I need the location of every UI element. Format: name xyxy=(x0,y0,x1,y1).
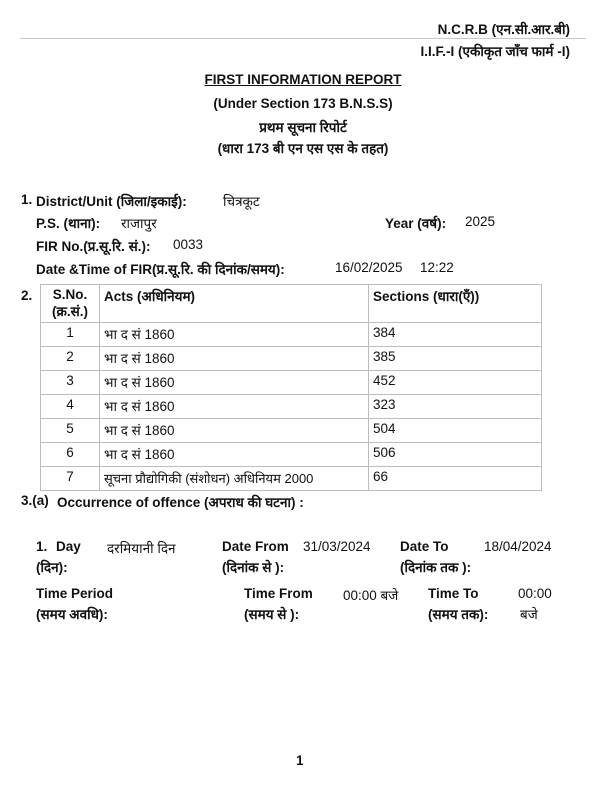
table-row xyxy=(41,443,542,467)
row-act: भा द सं 1860 xyxy=(100,419,369,443)
section1-number: 1. xyxy=(21,192,33,207)
row-section: 384 xyxy=(369,323,542,347)
day-label-hindi: (दिन): xyxy=(36,560,68,575)
sno-header xyxy=(41,285,100,323)
table-row xyxy=(41,371,542,395)
day-label: Day xyxy=(56,539,81,554)
table-row xyxy=(41,467,542,491)
section2-number: 2. xyxy=(21,288,33,303)
report-subtitle-hindi: (धारा 173 बी एन एस एस के तहत) xyxy=(217,141,389,156)
page-number: 1 xyxy=(296,753,304,768)
header-ncrb: N.C.R.B (एन.सी.आर.बी) xyxy=(437,22,570,37)
row-section: 385 xyxy=(369,347,542,371)
header-divider xyxy=(20,38,586,39)
table-row xyxy=(41,347,542,371)
row-section: 506 xyxy=(369,443,542,467)
report-title: FIRST INFORMATION REPORT xyxy=(204,72,402,87)
district-label: District/Unit (जिला/इकाई): xyxy=(36,194,187,209)
row-sno: 6 xyxy=(41,443,100,467)
acts-sections-table xyxy=(40,284,542,491)
row-sno: 5 xyxy=(41,419,100,443)
time-period-label-hindi: (समय अवधि): xyxy=(36,607,108,622)
day-value: दरमियानी दिन xyxy=(107,541,176,556)
fir-datetime-label: Date &Time of FIR(प्र.सू.रि. की दिनांक/समय): xyxy=(36,262,285,277)
row-sno: 3 xyxy=(41,371,100,395)
time-to-value: 00:00 xyxy=(518,586,552,601)
year-label: Year (वर्ष): xyxy=(385,216,447,231)
time-to-label: Time To xyxy=(428,586,479,601)
date-to-value: 18/04/2024 xyxy=(484,539,552,554)
time-to-unit: बजे xyxy=(520,607,538,622)
time-from-label: Time From xyxy=(244,586,313,601)
row-sno: 7 xyxy=(41,467,100,491)
row-act: सूचना प्रौद्योगिकी (संशोधन) अधिनियम 2000 xyxy=(100,467,369,491)
report-title-hindi: प्रथम सूचना रिपोर्ट xyxy=(259,120,347,135)
district-value: चित्रकूट xyxy=(223,194,260,209)
police-station-label: P.S. (थाना): xyxy=(36,216,101,231)
table-row xyxy=(41,395,542,419)
row-section: 452 xyxy=(369,371,542,395)
fir-time-value: 12:22 xyxy=(420,260,454,275)
fir-number-value: 0033 xyxy=(173,237,204,252)
time-to-label-hindi: (समय तक): xyxy=(428,607,489,622)
acts-header: Acts (अधिनियम) xyxy=(100,285,369,323)
row-act: भा द सं 1860 xyxy=(100,323,369,347)
year-value: 2025 xyxy=(465,214,496,229)
occurrence-heading: Occurrence of offence (अपराध की घटना) : xyxy=(57,495,304,510)
table-row xyxy=(41,323,542,347)
header-iif: I.I.F.-I (एकीकृत जाँच फार्म -I) xyxy=(420,44,570,59)
row-act: भा द सं 1860 xyxy=(100,443,369,467)
row-sno: 4 xyxy=(41,395,100,419)
date-to-label-hindi: (दिनांक तक ): xyxy=(400,560,472,575)
row-section: 323 xyxy=(369,395,542,419)
fir-date-value: 16/02/2025 xyxy=(335,260,403,275)
sno-header-label: S.No. xyxy=(52,287,88,302)
table-row xyxy=(41,419,542,443)
date-from-label: Date From xyxy=(222,539,289,554)
fir-number-label: FIR No.(प्र.सू.रि. सं.): xyxy=(36,239,151,254)
sno-header-hindi: (क्र.सं.) xyxy=(52,304,88,319)
police-station-value: राजापुर xyxy=(121,216,157,231)
sections-header: Sections (धारा(एँ)) xyxy=(369,285,542,323)
row-act: भा द सं 1860 xyxy=(100,347,369,371)
row-act: भा द सं 1860 xyxy=(100,395,369,419)
time-from-label-hindi: (समय से ): xyxy=(244,607,300,622)
table-header-row xyxy=(41,285,542,323)
day-number: 1. xyxy=(36,539,48,554)
time-period-label: Time Period xyxy=(36,586,114,601)
row-section: 504 xyxy=(369,419,542,443)
report-subtitle: (Under Section 173 B.N.S.S) xyxy=(213,96,393,111)
row-act: भा द सं 1860 xyxy=(100,371,369,395)
date-to-label: Date To xyxy=(400,539,449,554)
section3-number: 3.(a) xyxy=(21,493,49,508)
row-section: 66 xyxy=(369,467,542,491)
date-from-label-hindi: (दिनांक से ): xyxy=(222,560,285,575)
row-sno: 1 xyxy=(41,323,100,347)
row-sno: 2 xyxy=(41,347,100,371)
time-from-value: 00:00 बजे xyxy=(343,588,399,603)
date-from-value: 31/03/2024 xyxy=(303,539,371,554)
